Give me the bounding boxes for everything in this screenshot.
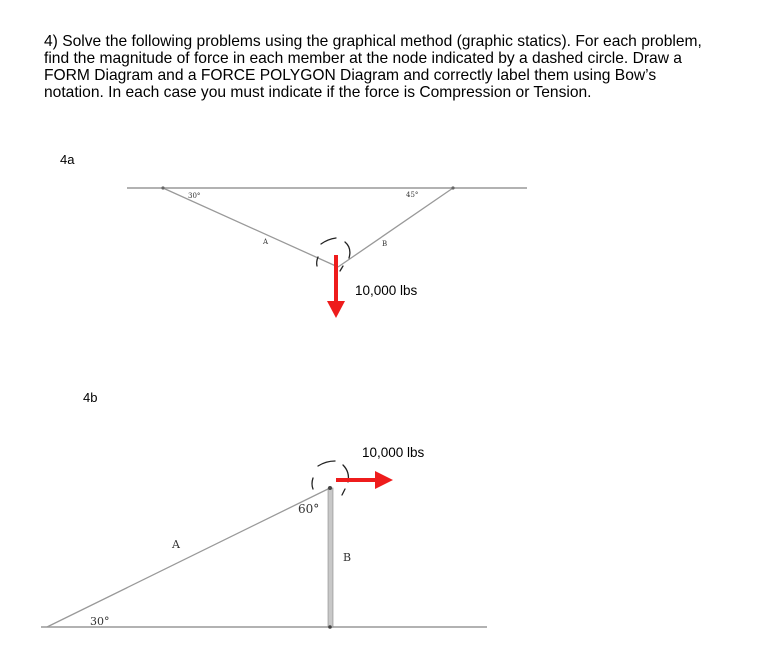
problem-line-2: find the magnitude of force in each member at the node indicated by a dashed circle. Draw a xyxy=(44,50,682,67)
angle-30: 30° xyxy=(188,192,201,200)
diagram-4a xyxy=(127,186,527,318)
problem-line-4: notation. In each case you must indicate if the force is Compression or Tension. xyxy=(44,84,592,101)
part-a-load-label: 10,000 lbs xyxy=(355,283,418,298)
part-b-load-label: 10,000 lbs xyxy=(362,445,425,460)
base-joint xyxy=(328,625,332,629)
part-b-label: 4b xyxy=(83,390,98,405)
angle-60-node: 60° xyxy=(298,502,320,516)
problem-line-3: FORM Diagram and a FORCE POLYGON Diagram and correctly label them using Bow’s xyxy=(44,67,657,84)
angle-30-base: 30° xyxy=(90,615,110,628)
angle-45: 45° xyxy=(406,191,419,199)
member-a-diagonal xyxy=(47,488,330,627)
node-joint xyxy=(328,486,332,490)
member-b-vertical xyxy=(328,488,333,627)
diagram-4b xyxy=(41,461,487,629)
member-a-label: A xyxy=(172,538,180,551)
dashed-node-circle xyxy=(317,238,350,271)
part-a-label: 4a xyxy=(60,152,75,167)
member-b-label: B xyxy=(382,240,388,248)
member-a-label: A xyxy=(263,238,269,246)
member-b-label: B xyxy=(343,551,352,564)
member-b xyxy=(338,188,453,267)
support-left xyxy=(161,186,164,189)
problem-line-1: 4) Solve the following problems using the graphical method (graphic statics). For each problem, xyxy=(44,33,702,50)
support-right xyxy=(451,186,454,189)
load-arrow-right xyxy=(336,471,393,489)
